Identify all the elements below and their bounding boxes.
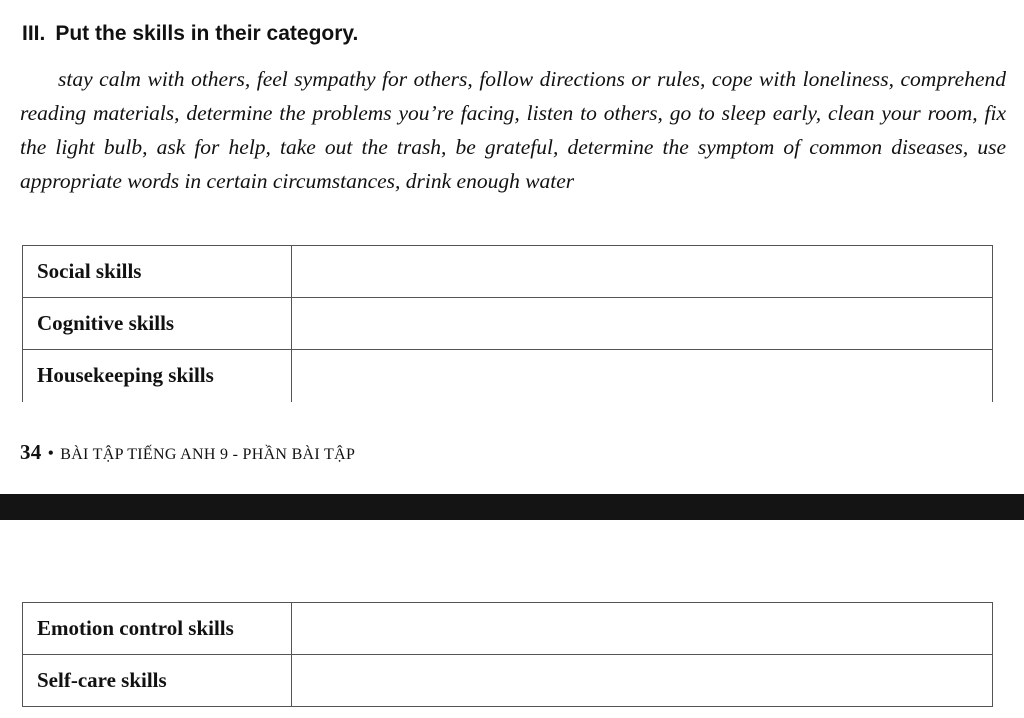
page-number: 34 bbox=[20, 440, 42, 464]
category-self-care-label: Self-care skills bbox=[23, 655, 292, 707]
table-row bbox=[23, 655, 993, 707]
table-row bbox=[23, 298, 993, 350]
category-cognitive-label: Cognitive skills bbox=[23, 298, 292, 350]
skills-list-text: stay calm with others, feel sympathy for others, follow directions or rules, cope with loneliness, comprehend reading materials, determine the problems you’re facing, listen to others, go to sleep early, clean your room, fix the light bulb, ask for help, take out the trash, be grateful, determine the symptom of common diseases, use appropriate words in certain circumstances, drink enough water bbox=[20, 67, 1006, 193]
category-housekeeping-label: Housekeeping skills bbox=[23, 350, 292, 402]
skills-category-table-bottom bbox=[22, 602, 993, 707]
table-row bbox=[23, 350, 993, 402]
category-cognitive-answer-cell[interactable] bbox=[292, 298, 993, 350]
book-title: BÀI TẬP TIẾNG ANH 9 - PHẦN BÀI TẬP bbox=[60, 446, 356, 463]
bullet-separator: • bbox=[47, 443, 55, 463]
page-footer bbox=[20, 440, 355, 465]
category-self-care-answer-cell[interactable] bbox=[292, 655, 993, 707]
skills-category-table-top bbox=[22, 245, 993, 402]
category-social-label: Social skills bbox=[23, 246, 292, 298]
exercise-instruction: Put the skills in their category. bbox=[55, 22, 359, 45]
table-row bbox=[23, 246, 993, 298]
category-social-answer-cell[interactable] bbox=[292, 246, 993, 298]
category-emotion-control-answer-cell[interactable] bbox=[292, 603, 993, 655]
table-row bbox=[23, 603, 993, 655]
exercise-number: III. bbox=[22, 22, 46, 45]
page-divider-bar bbox=[0, 494, 1024, 520]
exercise-heading bbox=[22, 22, 358, 46]
category-housekeeping-answer-cell[interactable] bbox=[292, 350, 993, 402]
category-emotion-control-label: Emotion control skills bbox=[23, 603, 292, 655]
